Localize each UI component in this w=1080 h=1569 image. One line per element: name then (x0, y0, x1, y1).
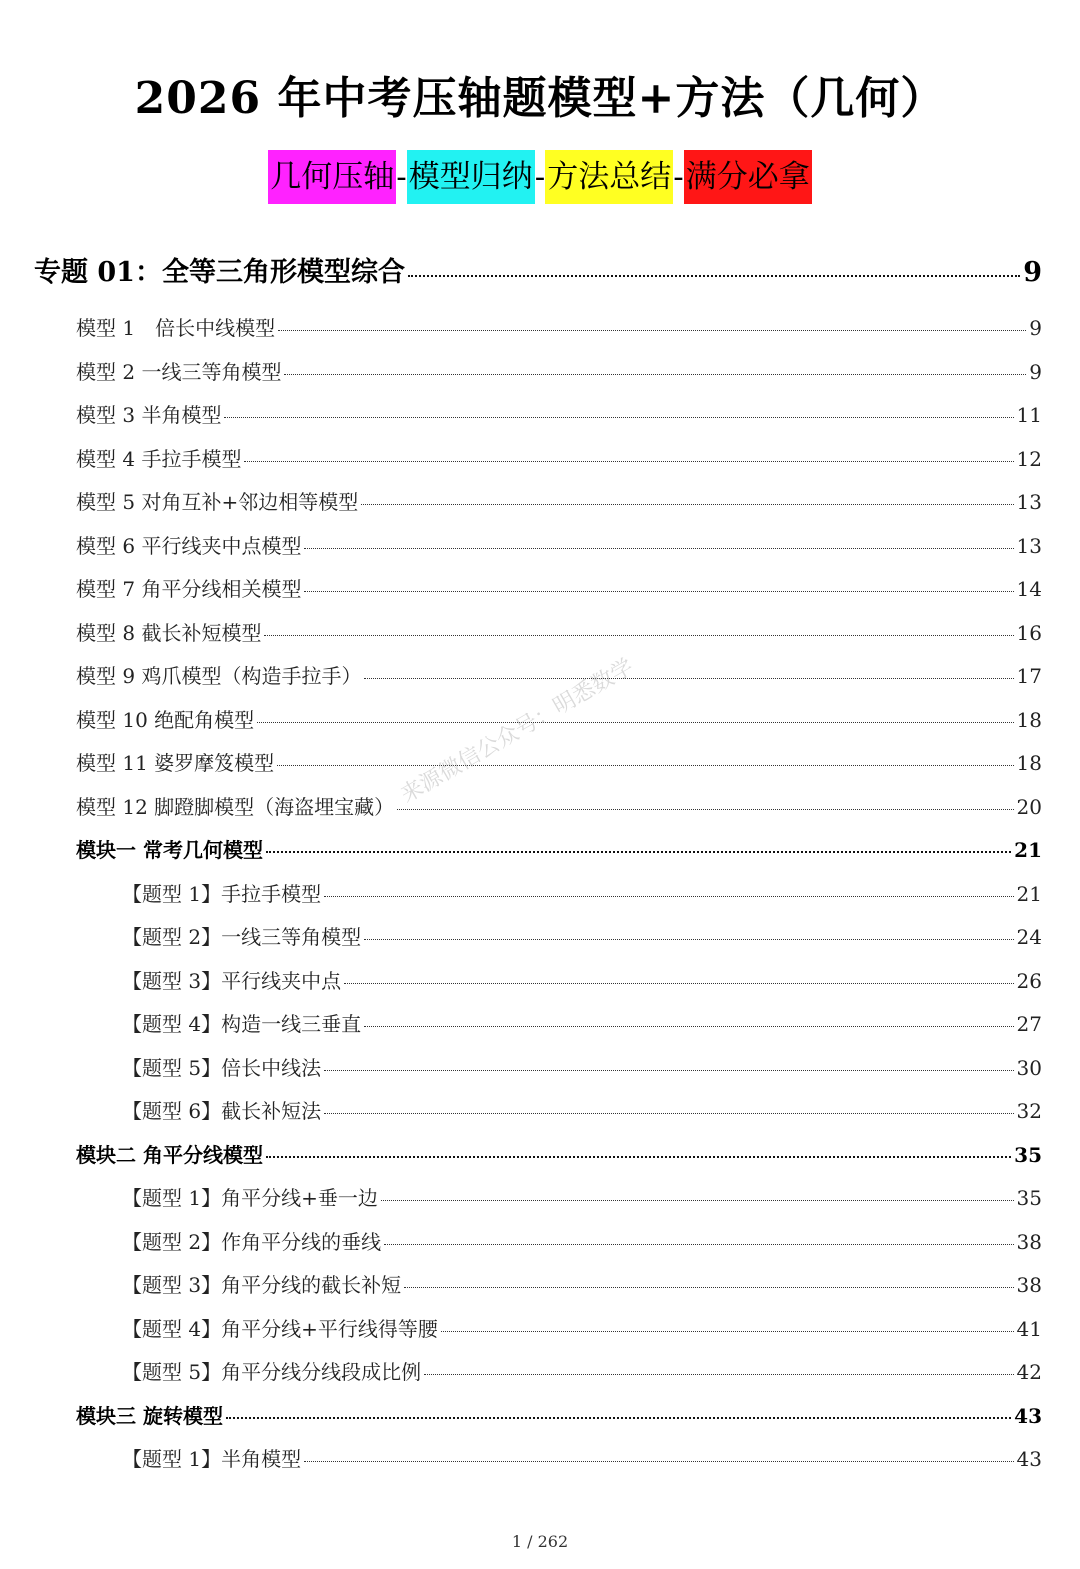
toc-entry-page-number: 21 (1016, 881, 1042, 906)
toc-entry[interactable] (76, 791, 1042, 820)
subtitle-banner (0, 150, 1080, 204)
toc-entry-page-number: 14 (1016, 577, 1042, 601)
toc-entry-page-number: 21 (1014, 838, 1042, 862)
toc-dot-leader (224, 417, 1013, 418)
toc-entry[interactable] (122, 1443, 1042, 1472)
toc-entry-title: 【题型 3】角平分线的截长补短 (122, 1273, 402, 1297)
toc-dot-leader (257, 722, 1013, 723)
toc-entry-title: 模块二 角平分线模型 (76, 1142, 263, 1167)
toc-entry-title: 模型 5 对角互补+邻边相等模型 (76, 490, 359, 514)
toc-entry[interactable] (122, 1356, 1042, 1385)
toc-entry-page-number: 26 (1016, 968, 1042, 993)
toc-entry[interactable] (76, 356, 1042, 385)
toc-entry[interactable] (122, 878, 1042, 907)
toc-entry-title: 【题型 3】平行线夹中点 (122, 968, 342, 993)
toc-dot-leader (324, 1070, 1013, 1071)
toc-entry-title: 模型 3 半角模型 (76, 403, 222, 427)
toc-entry[interactable] (76, 617, 1042, 646)
toc-entry[interactable] (122, 921, 1042, 950)
toc-entry-title: 【题型 4】构造一线三垂直 (122, 1012, 362, 1036)
toc-entry-title: 模块三 旋转模型 (76, 1403, 223, 1428)
watermark: 来源微信公众号：明悉数学 (396, 654, 638, 809)
toc-entry[interactable] (122, 1182, 1042, 1211)
toc-dot-leader (324, 896, 1013, 897)
toc-entry-title: 【题型 5】倍长中线法 (122, 1055, 322, 1080)
toc-dot-leader (364, 1026, 1013, 1027)
toc-entry-title: 【题型 1】半角模型 (122, 1447, 302, 1471)
toc-entry-page-number: 41 (1016, 1316, 1042, 1341)
toc-entry-page-number: 13 (1016, 490, 1042, 514)
toc-entry-title: 模型 8 截长补短模型 (76, 620, 262, 645)
toc-entry[interactable] (76, 1400, 1042, 1429)
toc-entry[interactable] (76, 660, 1042, 689)
toc-dot-leader (304, 1461, 1013, 1462)
toc-entry-page-number: 35 (1016, 1186, 1042, 1210)
toc-dot-leader (404, 1287, 1013, 1288)
toc-dot-leader (226, 1417, 1011, 1419)
toc-entry-page-number: 9 (1023, 257, 1042, 288)
toc-entry-title: 【题型 2】作角平分线的垂线 (122, 1229, 382, 1254)
toc-dot-leader (264, 635, 1013, 636)
toc-entry-page-number: 35 (1014, 1142, 1042, 1167)
toc-entry[interactable] (34, 250, 1042, 289)
toc-entry[interactable] (76, 443, 1042, 472)
toc-dot-leader (361, 504, 1013, 505)
toc-dot-leader (278, 330, 1026, 331)
toc-entry[interactable] (76, 573, 1042, 602)
toc-entry-title: 【题型 1】手拉手模型 (122, 881, 322, 906)
toc-dot-leader (408, 275, 1020, 277)
toc-entry-page-number: 9 (1029, 316, 1042, 340)
banner-segment-full-score: 满分必拿 (684, 150, 812, 204)
toc-entry-page-number: 24 (1016, 925, 1042, 949)
toc-dot-leader (244, 461, 1013, 462)
toc-dot-leader (424, 1374, 1013, 1375)
toc-dot-leader (344, 983, 1013, 984)
banner-segment-models: 模型归纳 (407, 150, 535, 204)
toc-entry[interactable] (122, 1095, 1042, 1124)
toc-entry-page-number: 9 (1029, 359, 1042, 384)
banner-segment-geometry: 几何压轴 (268, 150, 396, 204)
toc-entry-title: 模型 9 鸡爪模型（构造手拉手） (76, 664, 362, 688)
toc-entry[interactable] (122, 1269, 1042, 1298)
toc-dot-leader (304, 548, 1013, 549)
toc-dot-leader (364, 678, 1013, 679)
toc-dot-leader (364, 939, 1013, 940)
toc-entry[interactable] (76, 1139, 1042, 1168)
toc-entry-title: 模型 1 倍长中线模型 (76, 316, 276, 340)
toc-entry-title: 专题 01：全等三角形模型综合 (34, 257, 405, 288)
toc-entry-page-number: 11 (1016, 403, 1042, 427)
toc-entry-page-number: 17 (1016, 664, 1042, 688)
toc-entry[interactable] (76, 747, 1042, 776)
page-number: 1 / 262 (511, 1532, 569, 1551)
toc-entry-page-number: 13 (1016, 533, 1042, 558)
document-title: 2026 年中考压轴题模型+方法（几何） (134, 73, 946, 124)
toc-entry-page-number: 18 (1016, 751, 1042, 775)
toc-entry-title: 【题型 5】角平分线分线段成比例 (122, 1360, 422, 1384)
toc-entry[interactable] (122, 1008, 1042, 1037)
toc-entry-page-number: 20 (1016, 794, 1042, 819)
toc-entry-page-number: 32 (1016, 1099, 1042, 1123)
banner-separator: - (673, 159, 684, 195)
toc-entry-title: 模型 11 婆罗摩笈模型 (76, 751, 275, 775)
toc-dot-leader (324, 1113, 1013, 1114)
toc-entry[interactable] (76, 704, 1042, 733)
toc-dot-leader (381, 1200, 1014, 1201)
toc-entry-page-number: 16 (1016, 620, 1042, 645)
toc-dot-leader (266, 1156, 1011, 1158)
toc-entry-page-number: 38 (1016, 1273, 1042, 1297)
toc-entry[interactable] (76, 486, 1042, 515)
toc-dot-leader (384, 1244, 1013, 1245)
toc-entry[interactable] (76, 530, 1042, 559)
toc-entry[interactable] (76, 399, 1042, 428)
toc-entry-title: 【题型 4】角平分线+平行线得等腰 (122, 1316, 438, 1341)
toc-entry[interactable] (76, 834, 1042, 863)
toc-dot-leader (266, 851, 1011, 853)
toc-entry-title: 模型 6 平行线夹中点模型 (76, 533, 302, 558)
toc-dot-leader (277, 765, 1013, 766)
toc-entry-title: 模型 4 手拉手模型 (76, 446, 242, 471)
toc-dot-leader (304, 591, 1013, 592)
toc-dot-leader (284, 374, 1026, 375)
toc-entry-title: 【题型 6】截长补短法 (122, 1099, 322, 1123)
toc-entry-page-number: 18 (1016, 707, 1042, 732)
banner-separator: - (396, 159, 407, 195)
banner-segment-methods: 方法总结 (545, 150, 673, 204)
toc-entry-page-number: 30 (1016, 1055, 1042, 1080)
toc-entry[interactable] (122, 1226, 1042, 1255)
toc-entry-page-number: 27 (1016, 1012, 1042, 1036)
toc-dot-leader (397, 809, 1013, 810)
toc-entry-title: 模块一 常考几何模型 (76, 838, 263, 862)
toc-entry-page-number: 43 (1016, 1447, 1042, 1471)
toc-entry-title: 【题型 2】一线三等角模型 (122, 925, 362, 949)
toc-entry-title: 模型 2 一线三等角模型 (76, 359, 282, 384)
toc-dot-leader (441, 1331, 1014, 1332)
toc-entry-page-number: 43 (1014, 1403, 1042, 1428)
toc-entry-title: 【题型 1】角平分线+垂一边 (122, 1186, 378, 1210)
toc-entry[interactable] (122, 965, 1042, 994)
toc-entry-title: 模型 12 脚蹬脚模型（海盗埋宝藏） (76, 794, 395, 819)
toc-entry[interactable] (76, 312, 1042, 341)
toc-entry-page-number: 42 (1016, 1360, 1042, 1384)
banner-separator: - (534, 159, 546, 195)
toc-entry-title: 模型 10 绝配角模型 (76, 707, 255, 732)
toc-entry[interactable] (122, 1052, 1042, 1081)
toc-entry-page-number: 12 (1016, 446, 1042, 471)
toc-entry-page-number: 38 (1016, 1229, 1042, 1254)
toc-entry-title: 模型 7 角平分线相关模型 (76, 577, 302, 601)
toc-entry[interactable] (122, 1313, 1042, 1342)
